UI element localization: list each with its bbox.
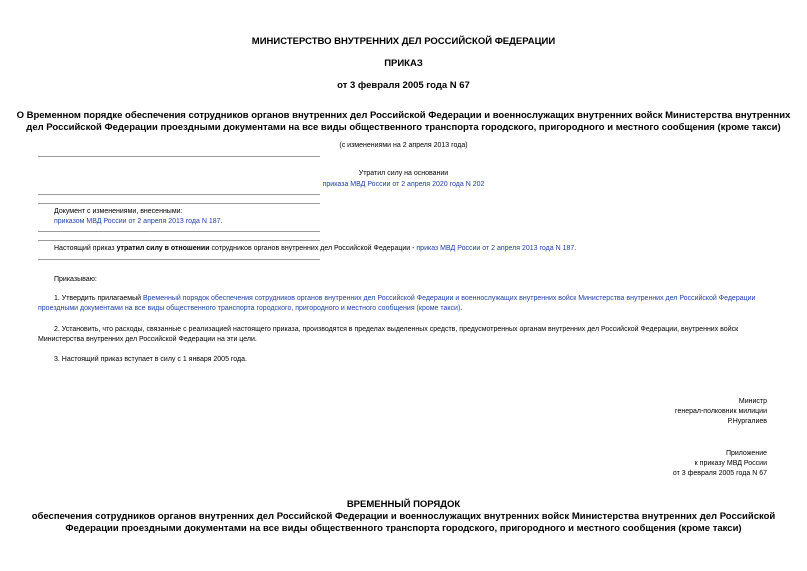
divider	[38, 240, 320, 241]
appendix-ref-1: к приказу МВД России	[694, 460, 767, 467]
annex-heading: ВРЕМЕННЫЙ ПОРЯДОК	[346, 499, 461, 510]
ministry-heading: МИНИСТЕРСТВО ВНУТРЕННИХ ДЕЛ РОССИЙСКОЙ ФЕДЕРАЦИИ	[251, 36, 556, 47]
partial-notice-middle: сотрудников органов внутренних дел Российской Федерации -	[209, 245, 417, 252]
amend-block-end: .	[220, 218, 223, 225]
doc-type-heading: ПРИКАЗ	[384, 58, 423, 69]
divider	[38, 203, 320, 204]
partial-notice-end: .	[574, 245, 577, 252]
paragraph-1-line-1	[54, 294, 755, 304]
paragraph-1-line-2	[38, 304, 462, 314]
doc-date-number: от 3 февраля 2005 года N 67	[337, 80, 470, 91]
appendix-label: Приложение	[725, 450, 767, 457]
paragraph-1-end: .	[460, 305, 463, 312]
amend-block-label: Документ с изменениями, внесенными:	[54, 208, 183, 215]
invalid-notice-link-row	[0, 180, 807, 190]
annex-title-line-1: обеспечения сотрудников органов внутренних дел Российской Федерации и военнослужащих внутренних войск Министерства внутренних дел Российской	[31, 511, 776, 522]
signature-rank: генерал-полковник милиции	[675, 408, 767, 415]
partial-notice-bold: утратил силу в отношении	[116, 245, 210, 252]
invalid-notice: Утратил силу на основании	[358, 170, 449, 177]
paragraph-2-line-2: Министерства внутренних дел Российской Федерации на эти цели.	[38, 336, 257, 343]
paragraph-1-link[interactable]: Временный порядок обеспечения сотрудников органов внутренних дел Российской Федерации и военнослужащих внутренних войск Министерства внутренних дел Российской Федерации	[142, 295, 756, 302]
amend-block-link[interactable]: приказом МВД России от 2 апреля 2013 года N 187	[54, 218, 221, 225]
doc-title-line-2: дел Российской Федерации проездными документами на все виды общественного транспорта городского, пригородного и местного сообщения (кроме такси)	[26, 122, 781, 133]
divider	[38, 259, 320, 260]
paragraph-2-line-1: 2. Установить, что расходы, связанные с реализацией настоящего приказа, производятся в пределах выделенных средств, предусмотренных органам внутренних дел Российской Федерации, внутренних войск	[54, 326, 739, 333]
partial-notice-prefix: Настоящий приказ	[54, 245, 117, 252]
partial-notice	[54, 244, 576, 254]
changes-note: (с изменениями на 2 апреля 2013 года)	[339, 142, 468, 149]
paragraph-1-prefix: 1. Утвердить прилагаемый	[54, 295, 143, 302]
annex-title-line-2: Федерации проездными документами на все виды общественного транспорта городского, пригородного и местного сообщения (кроме такси)	[65, 523, 742, 534]
amend-block-row	[54, 217, 222, 227]
divider	[38, 231, 320, 232]
signature-name: Р.Нургалиев	[727, 418, 767, 425]
paragraph-1-link-cont[interactable]: проездными документами на все виды общественного транспорта городского, пригородного и местного сообщения (кроме такси)	[38, 305, 461, 312]
doc-title-line-1: О Временном порядке обеспечения сотрудников органов внутренних дел Российской Федерации и военнослужащих внутренних войск Министерства внутренних	[16, 110, 791, 121]
paragraph-3: 3. Настоящий приказ вступает в силу с 1 января 2005 года.	[54, 356, 247, 363]
divider	[38, 194, 320, 195]
invalid-notice-link[interactable]: приказа МВД России от 2 апреля 2020 года N 202	[322, 181, 485, 188]
order-word: Приказываю:	[54, 276, 97, 283]
partial-notice-link[interactable]: приказ МВД России от 2 апреля 2013 года N 187	[416, 245, 575, 252]
appendix-ref-2: от 3 февраля 2005 года N 67	[672, 470, 767, 477]
signature-position: Министр	[738, 398, 767, 405]
divider	[38, 156, 320, 157]
